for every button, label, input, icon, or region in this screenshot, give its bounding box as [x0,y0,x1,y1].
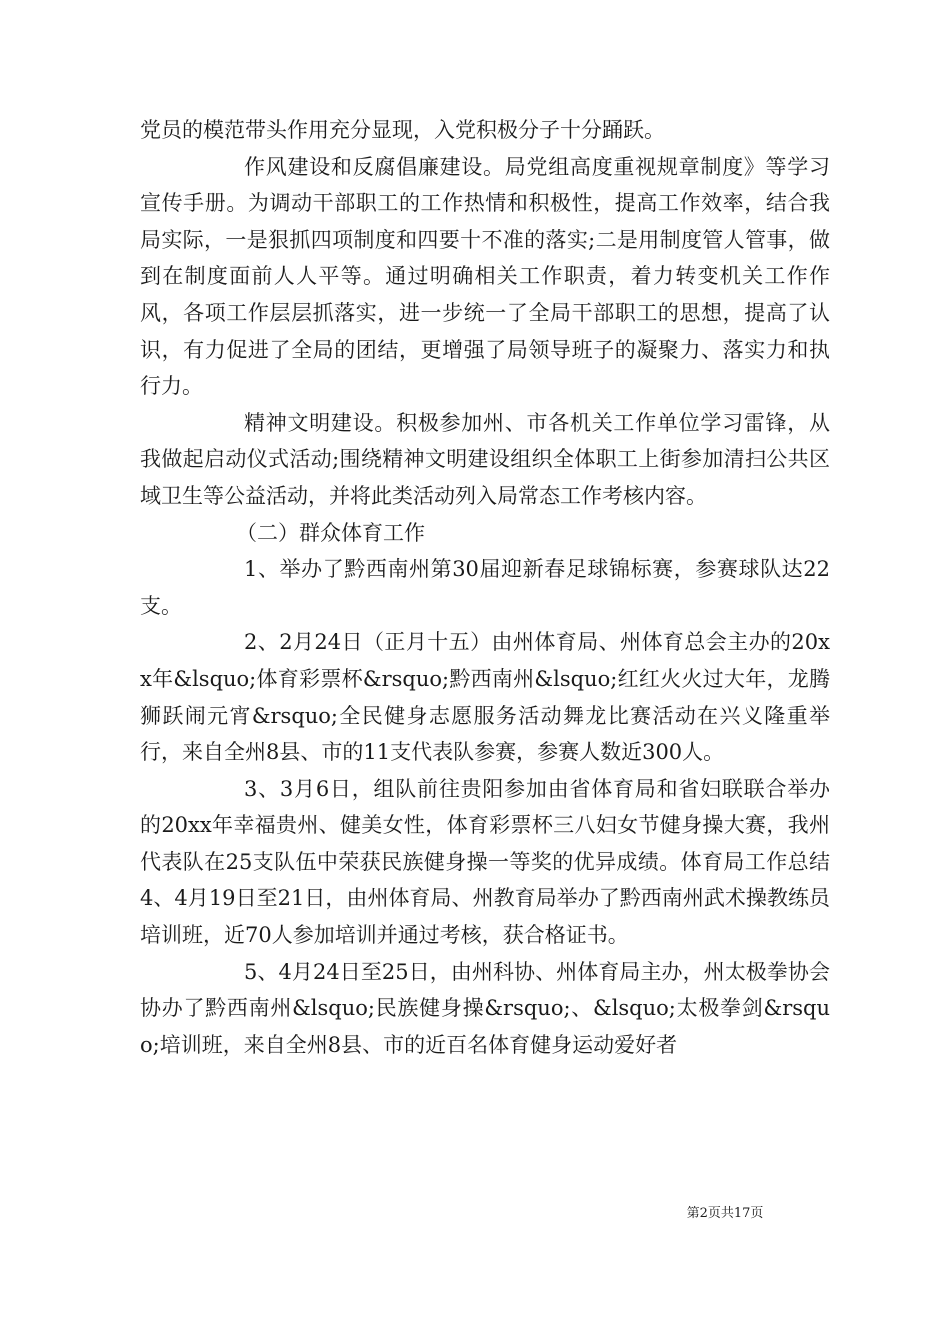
paragraph-item-1: 1、举办了黔西南州第30届迎新春足球锦标赛，参赛球队达22支。 [140,557,830,618]
paragraph-spiritual-civilization: 精神文明建设。积极参加州、市各机关工作单位学习雷锋，从我做起启动仪式活动;围绕精神文明建设组织全体职工上街参加清扫公共区域卫生等公益活动，并将此类活动列入局常态工作考核内容。 [140,410,830,508]
paragraph-item-3: 3、3月6日，组队前往贵阳参加由省体育局和省妇联联合举办的20xx年幸福贵州、健美女性，体育彩票杯三八妇女节健身操大赛，我州代表队在25支队伍中荣获民族健身操一等奖的优异成绩。体育局工作总结4、4月19日至21日，由州体育局、州教育局举办了黔西南州武术操教练员培训班，近70人参加培训并通过考核，获合格证书。 [140,776,830,948]
document-body [140,112,830,1063]
section-heading-mass-sports: （二）群众体育工作 [236,520,425,545]
paragraph-item-2: 2、2月24日（正月十五）由州体育局、州体育总会主办的20xx年&lsquo;体育彩票杯&rsquo;黔西南州&lsquo;红红火火过大年，龙腾狮跃闹元宵&rsquo;全民健身志愿服务活动舞龙比赛活动在兴义隆重举行，来自全州8县、市的11支代表队参赛，参赛人数近300人。 [140,630,830,765]
page-number-footer: 第2页共17页 [686,1206,764,1221]
paragraph-party-members: 党员的模范带头作用充分显现，入党积极分子十分踊跃。 [140,118,665,142]
paragraph-item-5: 5、4月24日至25日，由州科协、州体育局主办，州太极拳协会协办了黔西南州&lsquo;民族健身操&rsquo;、&lsquo;太极拳剑&rsquo;培训班，来自全州8县、市的近百名体育健身运动爱好者 [140,959,830,1057]
paragraph-work-style: 作风建设和反腐倡廉建设。局党组高度重视规章制度》等学习宣传手册。为调动干部职工的工作热情和积极性，提高工作效率，结合我局实际，一是狠抓四项制度和四要十不准的落实;二是用制度管人管事，做到在制度面前人人平等。通过明确相关工作职责，着力转变机关工作作风，各项工作层层抓落实，进一步统一了全局干部职工的思想，提高了认识，有力促进了全局的团结，更增强了局领导班子的凝聚力、落实力和执行力。 [140,154,830,399]
